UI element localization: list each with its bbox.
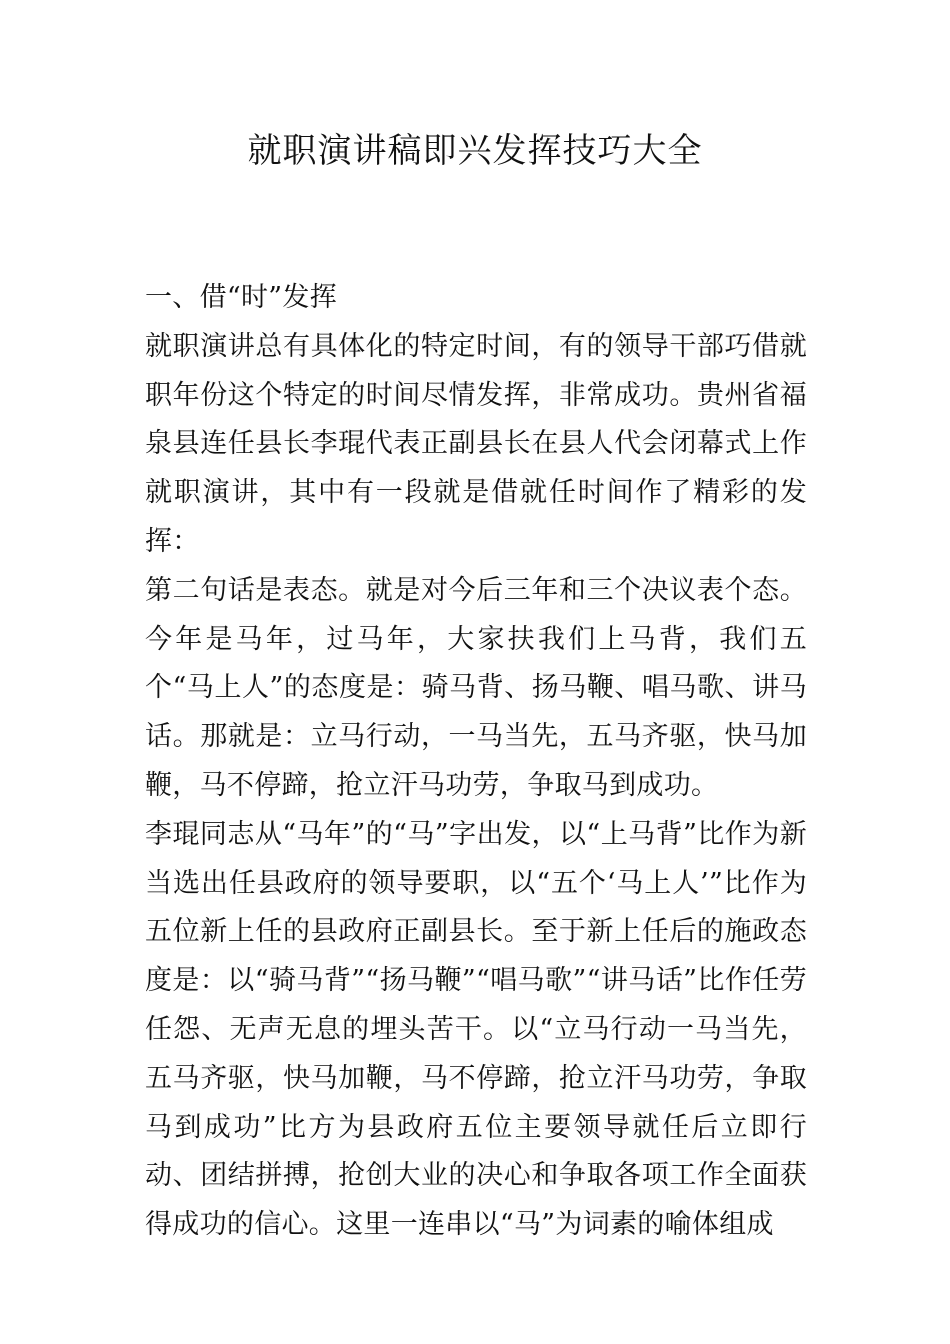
section-heading: 一、借“时”发挥: [145, 282, 338, 313]
document-body: [145, 274, 807, 1250]
paragraph: 李琨同志从“马年”的“马”字出发，以“上马背”比作为新当选出任县政府的领导要职，以“五个‘马上人’”比作为五位新上任的县政府正副县长。至于新上任后的施政态度是：以“骑马背”“扬马鞭”“唱马歌”“讲马话”比作任劳任怨、无声无息的埋头苦干。以“立马行动一马当先，五马齐驱，快马加鞭，马不停蹄，抢立汗马功劳，争取马到成功”比方为县政府五位主要领导就任后立即行动、团结拼搏，抢创大业的决心和争取各项工作全面获得成功的信心。这里一连串以“马”为词素的喻体组成: [145, 818, 807, 1241]
paragraph: 第二句话是表态。就是对今后三年和三个决议表个态。今年是马年，过马年，大家扶我们上马背，我们五个“马上人”的态度是：骑马背、扬马鞭、唱马歌、讲马话。那就是：立马行动，一马当先，五马齐驱，快马加鞭，马不停蹄，抢立汗马功劳，争取马到成功。: [145, 574, 807, 801]
paragraph: 就职演讲总有具体化的特定时间，有的领导干部巧借就职年份这个特定的时间尽情发挥，非常成功。贵州省福泉县连任县长李琨代表正副县长在县人代会闭幕式上作就职演讲，其中有一段就是借就任时间作了精彩的发挥：: [145, 330, 807, 557]
document-title: 就职演讲稿即兴发挥技巧大全: [247, 131, 703, 171]
